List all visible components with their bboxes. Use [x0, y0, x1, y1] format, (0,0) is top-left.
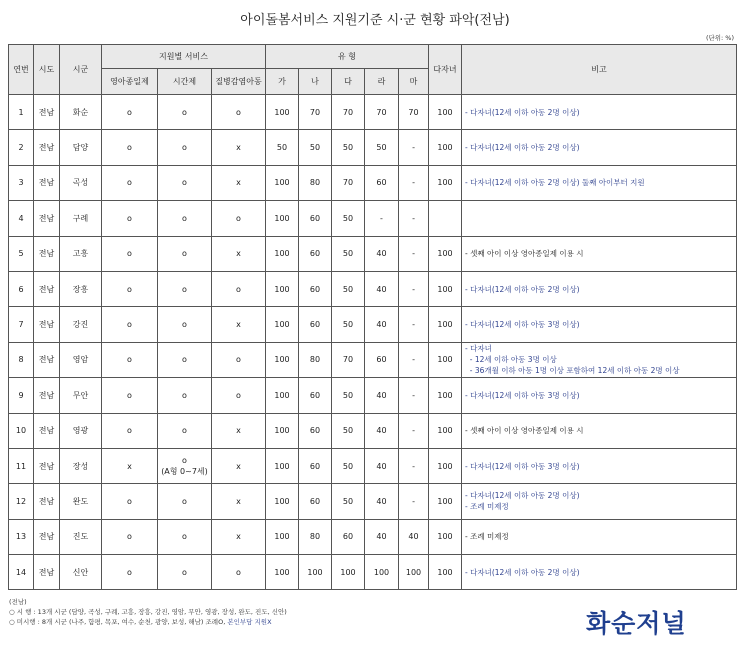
cell-multi: 100: [429, 271, 462, 306]
cell-s2: o: [158, 307, 212, 342]
cell-remarks: [462, 342, 737, 377]
cell-t1: 100: [266, 413, 299, 448]
table-row: [9, 165, 737, 200]
cell-s3: x: [212, 413, 266, 448]
header-sigun: 시군: [60, 45, 102, 95]
table-row: [9, 201, 737, 236]
cell-remarks: [462, 378, 737, 413]
footer-line-implemented: ○ 시 행 : 13개 시군 (담양, 곡성, 구례, 고흥, 장흥, 강진, 영암, 무안, 영광, 장성, 완도, 진도, 신안): [9, 608, 287, 616]
cell-remarks: [462, 130, 737, 165]
cell-t1: 100: [266, 555, 299, 590]
cell-t2: 60: [299, 448, 332, 483]
cell-sido: 전남: [34, 413, 60, 448]
cell-sido: 전남: [34, 307, 60, 342]
remark-line: - 다자녀(12세 이하 아동 3명 이상): [465, 390, 580, 400]
cell-remarks: [462, 271, 737, 306]
cell-s1: o: [102, 236, 158, 271]
cell-t2: 60: [299, 413, 332, 448]
cell-sigun: 장흥: [60, 271, 102, 306]
remark-line: - 조례 미제정: [465, 502, 509, 512]
cell-sigun: 영광: [60, 413, 102, 448]
cell-s1: o: [102, 165, 158, 200]
footer-line-not-implemented: [9, 617, 272, 626]
cell-s3: x: [212, 484, 266, 519]
cell-sigun: 강진: [60, 307, 102, 342]
watermark-logo: 화순저널: [586, 609, 687, 638]
cell-s1: x: [102, 448, 158, 483]
table-row: [9, 236, 737, 271]
cell-t5: -: [399, 378, 429, 413]
table-row: [9, 342, 737, 377]
cell-sigun: 완도: [60, 484, 102, 519]
cell-t4: 40: [365, 448, 399, 483]
cell-sigun: 구례: [60, 201, 102, 236]
cell-t5: -: [399, 342, 429, 377]
cell-t5: -: [399, 307, 429, 342]
cell-t3: 50: [332, 378, 365, 413]
cell-s1: o: [102, 201, 158, 236]
cell-s3: x: [212, 307, 266, 342]
cell-s2: o: [158, 271, 212, 306]
cell-t5: -: [399, 130, 429, 165]
header-type-group: 유 형: [266, 45, 429, 69]
cell-t2: 100: [299, 555, 332, 590]
cell-sido: 전남: [34, 484, 60, 519]
cell-s3: o: [212, 378, 266, 413]
cell-t2: 60: [299, 201, 332, 236]
cell-sigun: 곡성: [60, 165, 102, 200]
cell-no: 14: [9, 555, 34, 590]
cell-t3: 50: [332, 307, 365, 342]
cell-t4: 40: [365, 307, 399, 342]
cell-t1: 100: [266, 448, 299, 483]
cell-s1: o: [102, 484, 158, 519]
cell-t3: 50: [332, 130, 365, 165]
cell-remarks: [462, 201, 737, 236]
cell-t2: 60: [299, 271, 332, 306]
cell-t2: 60: [299, 307, 332, 342]
header-service: 시간제: [158, 69, 212, 95]
cell-s3: o: [212, 342, 266, 377]
cell-t1: 100: [266, 342, 299, 377]
cell-t3: 50: [332, 413, 365, 448]
remark-line: - 다자녀(12세 이하 아동 2명 이상) 둘째 아이부터 지원: [465, 178, 645, 188]
cell-s2: o: [158, 413, 212, 448]
cell-remarks: [462, 555, 737, 590]
cell-multi: [429, 201, 462, 236]
cell-t4: 40: [365, 236, 399, 271]
cell-s2-detail: (A형 0~7세): [161, 467, 208, 477]
cell-s1: o: [102, 378, 158, 413]
remark-line: - 다자녀: [465, 344, 492, 354]
cell-s3: x: [212, 130, 266, 165]
cell-sido: 전남: [34, 271, 60, 306]
cell-s2: o: [158, 378, 212, 413]
cell-no: 7: [9, 307, 34, 342]
remark-line: - 다자녀(12세 이하 아동 2명 이상): [465, 284, 580, 294]
footer-line2-main: ○ 미시행 : 8개 시군 (나주, 함평, 목포, 여수, 순천, 광양, 보성, 해남) 조례O,: [9, 618, 228, 626]
cell-s1: o: [102, 342, 158, 377]
cell-s3: o: [212, 555, 266, 590]
cell-s3: o: [212, 271, 266, 306]
cell-sigun: 화순: [60, 95, 102, 130]
remark-line: - 다자녀(12세 이하 아동 2명 이상): [465, 567, 580, 577]
cell-t5: -: [399, 201, 429, 236]
cell-sido: 전남: [34, 555, 60, 590]
cell-s3: o: [212, 201, 266, 236]
cell-t4: 50: [365, 130, 399, 165]
table-row: [9, 448, 737, 483]
cell-t5: -: [399, 165, 429, 200]
cell-sigun: 무안: [60, 378, 102, 413]
cell-t2: 60: [299, 378, 332, 413]
cell-t4: 40: [365, 484, 399, 519]
cell-t5: 40: [399, 519, 429, 554]
cell-t5: -: [399, 484, 429, 519]
cell-no: 9: [9, 378, 34, 413]
cell-no: 2: [9, 130, 34, 165]
cell-no: 10: [9, 413, 34, 448]
header-service: 영아종일제: [102, 69, 158, 95]
cell-s1: o: [102, 307, 158, 342]
remark-line: - 조례 미제정: [465, 532, 509, 542]
cell-s3: x: [212, 236, 266, 271]
cell-multi: 100: [429, 307, 462, 342]
table-row: [9, 378, 737, 413]
cell-t3: 50: [332, 448, 365, 483]
table-row: [9, 413, 737, 448]
remark-line: - 다자녀(12세 이하 아동 2명 이상): [465, 107, 580, 117]
cell-t2: 60: [299, 236, 332, 271]
cell-t4: -: [365, 201, 399, 236]
cell-t3: 70: [332, 165, 365, 200]
cell-s2-mark: o: [182, 456, 187, 466]
cell-t5: 70: [399, 95, 429, 130]
cell-s2: o: [158, 555, 212, 590]
cell-t3: 60: [332, 519, 365, 554]
remark-line: - 셋째 아이 이상 영아종일제 이용 시: [465, 426, 584, 436]
cell-t1: 100: [266, 519, 299, 554]
page-title: 아이돌봄서비스 지원기준 시·군 현황 파악(전남): [240, 13, 510, 28]
footer-region: (전남): [9, 598, 27, 606]
cell-s2: [158, 448, 212, 483]
cell-t2: 80: [299, 165, 332, 200]
cell-t5: 100: [399, 555, 429, 590]
cell-sido: 전남: [34, 448, 60, 483]
cell-s2: o: [158, 484, 212, 519]
remark-line: - 36개월 이하 아동 1명 이상 포함하여 12세 이하 아동 2명 이상: [465, 366, 680, 376]
cell-t3: 50: [332, 201, 365, 236]
cell-multi: 100: [429, 130, 462, 165]
header-service: 질병감염아동: [212, 69, 266, 95]
table-row: [9, 271, 737, 306]
cell-s1: o: [102, 413, 158, 448]
cell-s3: x: [212, 448, 266, 483]
remark-line: - 12세 이하 아동 3명 이상: [465, 355, 557, 365]
support-status-table: [8, 44, 737, 590]
cell-t2: 60: [299, 484, 332, 519]
cell-t5: -: [399, 448, 429, 483]
cell-multi: 100: [429, 342, 462, 377]
cell-t3: 50: [332, 271, 365, 306]
cell-sido: 전남: [34, 201, 60, 236]
cell-sigun: 담양: [60, 130, 102, 165]
table-row: [9, 484, 737, 519]
header-type: 나: [299, 69, 332, 95]
cell-remarks: [462, 448, 737, 483]
cell-remarks: [462, 519, 737, 554]
cell-sido: 전남: [34, 130, 60, 165]
cell-no: 4: [9, 201, 34, 236]
cell-no: 13: [9, 519, 34, 554]
cell-no: 8: [9, 342, 34, 377]
table-row: [9, 555, 737, 590]
cell-t1: 50: [266, 130, 299, 165]
cell-t5: -: [399, 236, 429, 271]
cell-s1: o: [102, 130, 158, 165]
cell-sido: 전남: [34, 342, 60, 377]
cell-no: 5: [9, 236, 34, 271]
cell-s1: o: [102, 95, 158, 130]
cell-s2: o: [158, 201, 212, 236]
cell-multi: 100: [429, 236, 462, 271]
cell-multi: 100: [429, 448, 462, 483]
cell-t3: 70: [332, 95, 365, 130]
cell-t4: 100: [365, 555, 399, 590]
cell-t5: -: [399, 413, 429, 448]
cell-remarks: [462, 165, 737, 200]
cell-sigun: 신안: [60, 555, 102, 590]
cell-t3: 100: [332, 555, 365, 590]
remark-line: - 다자녀(12세 이하 아동 2명 이상): [465, 491, 580, 501]
header-multi: 다자녀: [429, 45, 462, 95]
cell-t1: 100: [266, 95, 299, 130]
cell-no: 12: [9, 484, 34, 519]
cell-t2: 80: [299, 519, 332, 554]
cell-s2: o: [158, 130, 212, 165]
table-row: [9, 307, 737, 342]
cell-multi: 100: [429, 519, 462, 554]
remark-line: - 다자녀(12세 이하 아동 3명 이상): [465, 320, 580, 330]
cell-no: 1: [9, 95, 34, 130]
header-service-group: 지원별 서비스: [102, 45, 266, 69]
cell-remarks: [462, 484, 737, 519]
table-row: [9, 519, 737, 554]
cell-s2: o: [158, 236, 212, 271]
cell-multi: 100: [429, 484, 462, 519]
header-type: 가: [266, 69, 299, 95]
cell-sigun: 진도: [60, 519, 102, 554]
cell-t4: 60: [365, 165, 399, 200]
cell-sido: 전남: [34, 378, 60, 413]
cell-s2: o: [158, 342, 212, 377]
cell-t1: 100: [266, 271, 299, 306]
cell-t2: 80: [299, 342, 332, 377]
header-sido: 시도: [34, 45, 60, 95]
cell-s3: o: [212, 95, 266, 130]
header-type: 라: [365, 69, 399, 95]
cell-remarks: [462, 95, 737, 130]
header-type: 다: [332, 69, 365, 95]
cell-t3: 50: [332, 236, 365, 271]
cell-sido: 전남: [34, 519, 60, 554]
cell-sido: 전남: [34, 95, 60, 130]
remark-line: - 다자녀(12세 이하 아동 3명 이상): [465, 461, 580, 471]
cell-t4: 40: [365, 519, 399, 554]
cell-t2: 70: [299, 95, 332, 130]
cell-s1: o: [102, 271, 158, 306]
cell-multi: 100: [429, 165, 462, 200]
cell-t3: 70: [332, 342, 365, 377]
table-row: [9, 95, 737, 130]
cell-s2: o: [158, 165, 212, 200]
cell-t4: 70: [365, 95, 399, 130]
cell-t5: -: [399, 271, 429, 306]
cell-t4: 40: [365, 413, 399, 448]
cell-s1: o: [102, 519, 158, 554]
remark-line: - 셋째 아이 이상 영아종일제 이용 시: [465, 249, 584, 259]
cell-sido: 전남: [34, 236, 60, 271]
remark-line: - 다자녀(12세 이하 아동 2명 이상): [465, 143, 580, 153]
cell-t3: 50: [332, 484, 365, 519]
cell-t1: 100: [266, 236, 299, 271]
cell-t4: 60: [365, 342, 399, 377]
cell-t2: 50: [299, 130, 332, 165]
header-remarks: 비고: [462, 45, 737, 95]
table-row: [9, 130, 737, 165]
cell-sigun: 영암: [60, 342, 102, 377]
cell-multi: 100: [429, 413, 462, 448]
cell-s2: o: [158, 519, 212, 554]
cell-sido: 전남: [34, 165, 60, 200]
cell-t1: 100: [266, 378, 299, 413]
cell-no: 11: [9, 448, 34, 483]
cell-t1: 100: [266, 165, 299, 200]
cell-remarks: [462, 307, 737, 342]
header-type: 마: [399, 69, 429, 95]
table-body: [9, 95, 737, 590]
unit-note: (단위: %): [705, 34, 734, 42]
cell-no: 6: [9, 271, 34, 306]
cell-remarks: [462, 236, 737, 271]
footer-line2-highlight: 본인부담 지원X: [227, 618, 272, 626]
cell-t4: 40: [365, 271, 399, 306]
header-no: 연번: [9, 45, 34, 95]
cell-multi: 100: [429, 378, 462, 413]
cell-sigun: 장성: [60, 448, 102, 483]
cell-sigun: 고흥: [60, 236, 102, 271]
cell-t1: 100: [266, 201, 299, 236]
cell-t1: 100: [266, 307, 299, 342]
cell-t1: 100: [266, 484, 299, 519]
cell-t4: 40: [365, 378, 399, 413]
cell-no: 3: [9, 165, 34, 200]
cell-multi: 100: [429, 95, 462, 130]
cell-s3: x: [212, 165, 266, 200]
cell-s2: o: [158, 95, 212, 130]
cell-remarks: [462, 413, 737, 448]
cell-multi: 100: [429, 555, 462, 590]
cell-s1: o: [102, 555, 158, 590]
cell-s3: x: [212, 519, 266, 554]
